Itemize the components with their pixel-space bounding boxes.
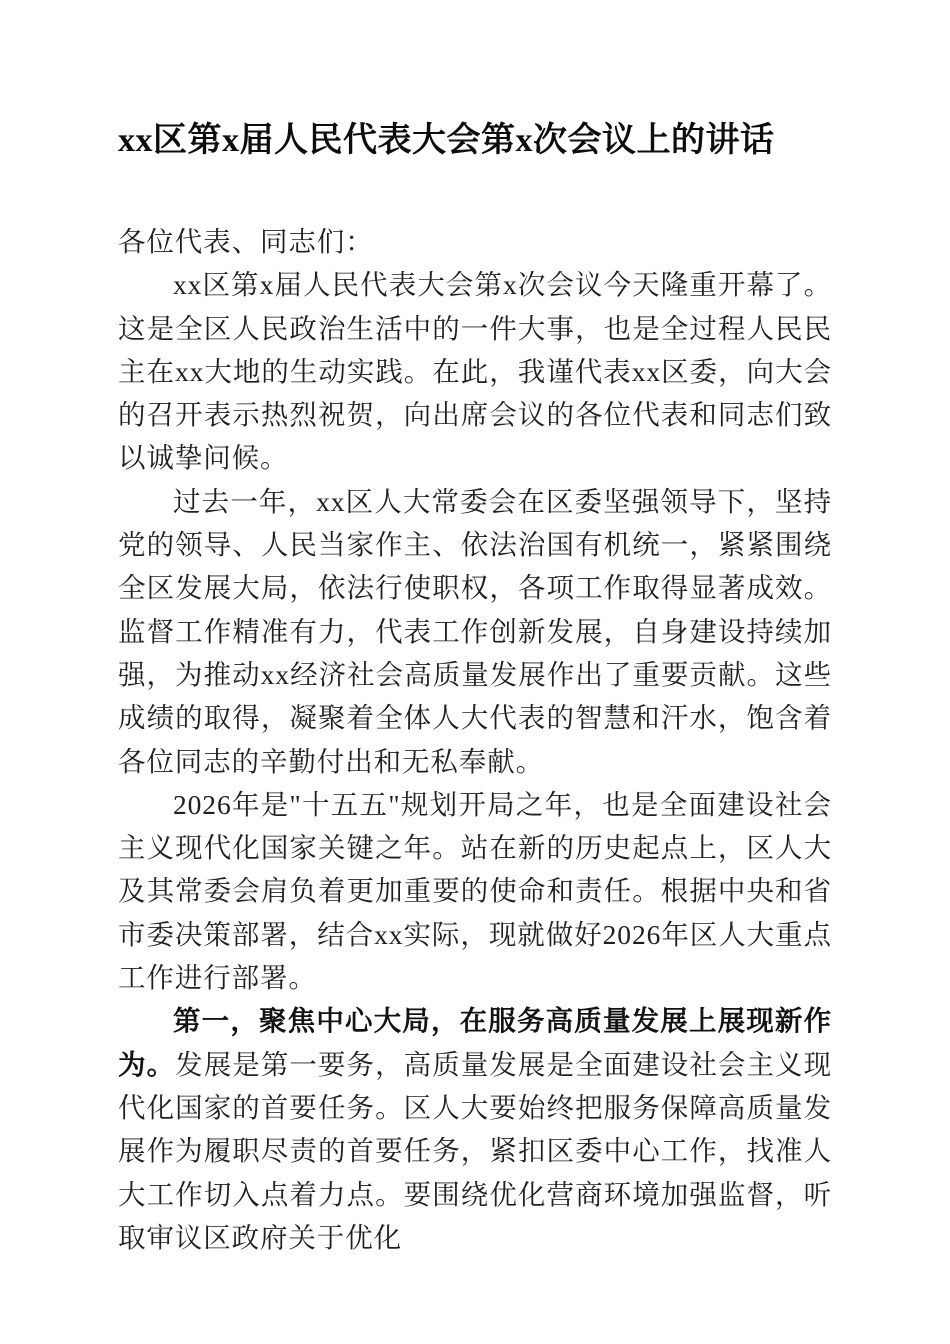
paragraph-2: 过去一年，xx区人大常委会在区委坚强领导下，坚持党的领导、人民当家作主、依法治国有机统一，紧紧围绕全区发展大局，依法行使职权，各项工作取得显著成效。监督工作精准有力，代表工作创新发展，自身建设持续加强，为推动xx经济社会高质量发展作出了重要贡献。这些成绩的取得，凝聚着全体人大代表的智慧和汗水，饱含着各位同志的辛勤付出和无私奉献。 bbox=[118, 485, 832, 777]
salutation-line: 各位代表、同志们： bbox=[118, 226, 374, 257]
document-body bbox=[118, 220, 832, 1259]
paragraph-4 bbox=[118, 999, 832, 1259]
paragraph-3: 2026年是"十五五"规划开局之年，也是全面建设社会主义现代化国家关键之年。站在新的历史起点上，区人大及其常委会肩负着更加重要的使命和责任。根据中央和省市委决策部署，结合xx实际，现就做好2026年区人大重点工作进行部署。 bbox=[118, 788, 832, 994]
paragraph-1: xx区第x届人民代表大会第x次会议今天隆重开幕了。这是全区人民政治生活中的一件大事，也是全过程人民民主在xx大地的生动实践。在此，我谨代表xx区委，向大会的召开表示热烈祝贺，向出席会议的各位代表和同志们致以诚挚问候。 bbox=[118, 269, 832, 474]
document-title: xx区第x届人民代表大会第x次会议上的讲话 bbox=[118, 122, 775, 159]
section-one-body: 发展是第一要务，高质量发展是全面建设社会主义现代化国家的首要任务。区人大要始终把服务保障高质量发展作为履职尽责的首要任务，紧扣区委中心工作，找准人大工作切入点着力点。要围绕优化营商环境加强监督，听取审议区政府关于优化 bbox=[118, 1048, 832, 1253]
section-one-heading: 第一，聚焦中心大局，在服务高质量发展上展现新作为。 bbox=[118, 1005, 832, 1080]
